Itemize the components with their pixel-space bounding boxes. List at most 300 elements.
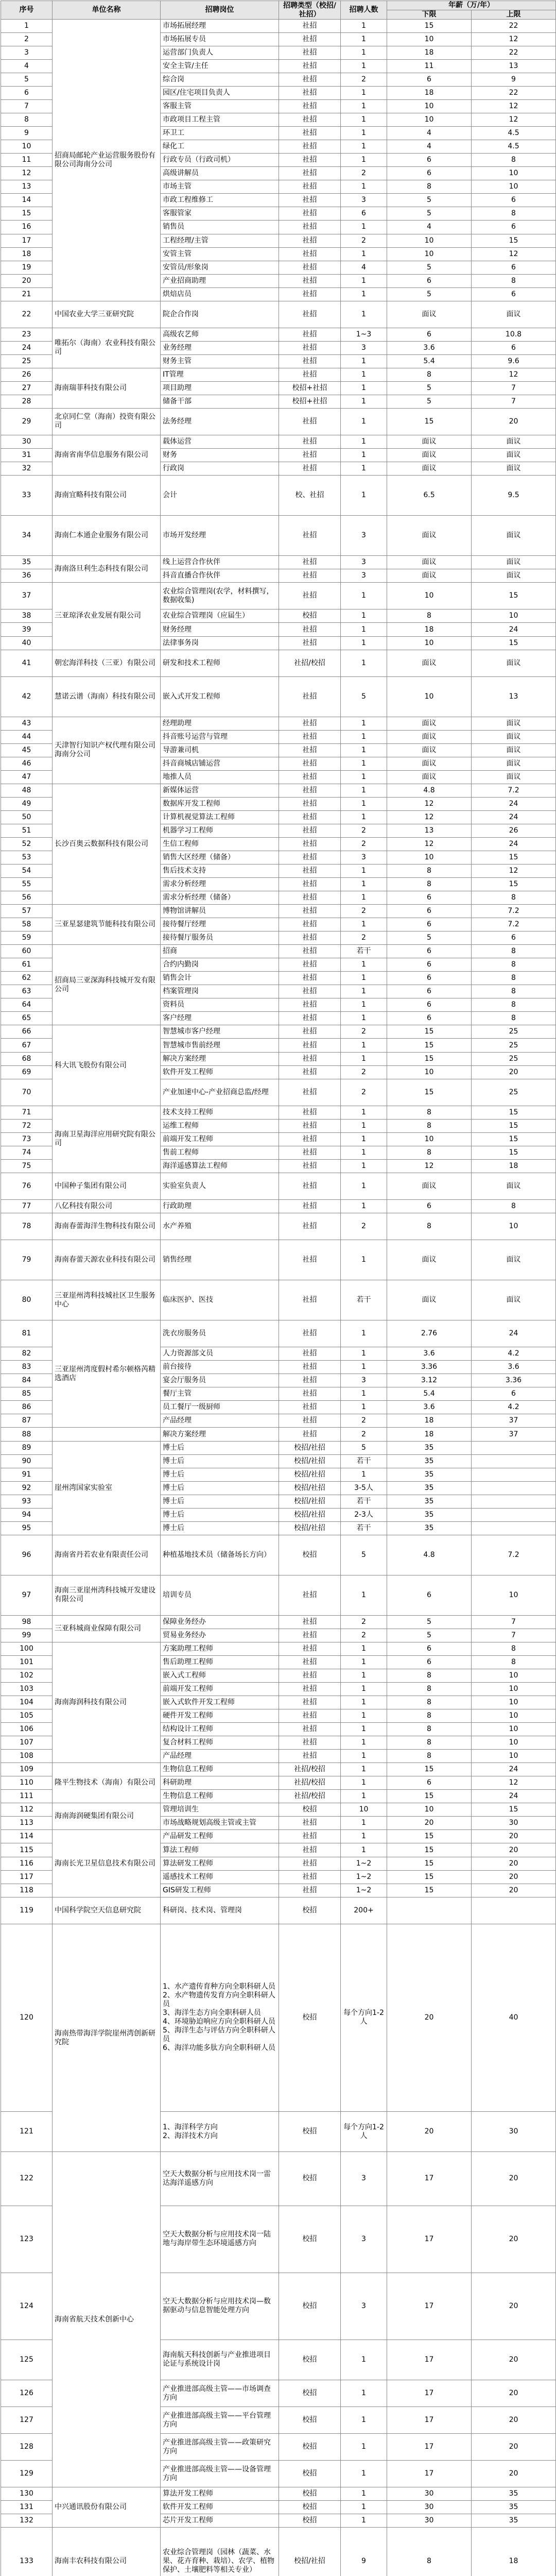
row-index: 116 <box>1 1857 53 1870</box>
position-name: 售后技术支持 <box>161 865 279 878</box>
recruit-type: 社招 <box>279 435 341 449</box>
salary-low: 20 <box>387 2112 472 2152</box>
salary-low: 30 <box>387 2487 472 2501</box>
recruit-count: 3 <box>341 516 387 556</box>
salary-high: 6 <box>472 287 556 301</box>
row-index: 71 <box>1 1106 53 1119</box>
table-row <box>1 676 556 717</box>
salary-high: 4.5 <box>472 127 556 140</box>
position-name: 会计 <box>161 476 279 516</box>
recruit-type: 校招 <box>279 1803 341 1817</box>
recruit-type: 社招 <box>279 180 341 194</box>
position-name: 方案助理工程师 <box>161 1642 279 1656</box>
salary-low: 8 <box>387 180 472 194</box>
position-name: 产业推进部高级主管——政策研究方向 <box>161 2434 279 2461</box>
salary-low: 8 <box>387 878 472 891</box>
row-index: 91 <box>1 1468 53 1481</box>
salary-high: 8 <box>472 207 556 221</box>
recruit-count: 1 <box>341 1763 387 1776</box>
recruit-count: 1 <box>341 274 387 287</box>
row-index: 24 <box>1 341 53 354</box>
salary-low: 8 <box>387 1669 472 1683</box>
position-name: 餐厅主管 <box>161 1387 279 1401</box>
salary-high: 4.2 <box>472 1401 556 1414</box>
salary-high: 20 <box>472 1884 556 1897</box>
position-name: 遥感技术工程师 <box>161 1870 279 1884</box>
salary-low: 8 <box>387 1723 472 1736</box>
recruit-count: 1 <box>341 2461 387 2487</box>
table-row <box>1 408 556 435</box>
recruit-type: 社招 <box>279 1656 341 1669</box>
salary-high: 面议 <box>472 1173 556 1199</box>
recruit-type: 社招 <box>279 1119 341 1132</box>
position-name: 结构设计工程师 <box>161 1723 279 1736</box>
salary-low: 35 <box>387 1481 472 1495</box>
salary-high: 13 <box>472 676 556 717</box>
recruit-type: 校招 <box>279 2434 341 2461</box>
company-name: 海南三亚崖州湾科技城开发建设有限公司 <box>53 1575 161 1615</box>
position-name: 载体运营 <box>161 435 279 449</box>
position-name: 软件开发工程师 <box>161 2501 279 2514</box>
recruit-type: 社招 <box>279 636 341 650</box>
salary-low: 面议 <box>387 743 472 757</box>
position-name: 博士后 <box>161 1441 279 1454</box>
recruit-type: 校招 <box>279 2380 341 2407</box>
recruit-count: 1 <box>341 462 387 476</box>
salary-high: 10 <box>472 1696 556 1709</box>
salary-low: 17 <box>387 2407 472 2434</box>
position-name: 硬件开发工程师 <box>161 1709 279 1723</box>
salary-low: 5 <box>387 395 472 408</box>
salary-low: 8 <box>387 1106 472 1119</box>
recruit-count: 1 <box>341 435 387 449</box>
recruit-count: 1 <box>341 583 387 609</box>
table-row <box>1 1575 556 1615</box>
row-index: 3 <box>1 46 53 60</box>
recruit-count: 1 <box>341 609 387 623</box>
recruit-count: 4 <box>341 261 387 274</box>
company-name: 海南省南华信息服务有限公司 <box>53 435 161 476</box>
row-index: 69 <box>1 1065 53 1079</box>
row-index: 66 <box>1 1025 53 1039</box>
recruit-count: 3 <box>341 851 387 865</box>
salary-low <box>387 1897 472 1924</box>
recruit-type: 社招 <box>279 1213 341 1240</box>
position-name: 机器学习工程师 <box>161 824 279 837</box>
salary-high: 面议 <box>472 462 556 476</box>
recruit-type: 社招 <box>279 1414 341 1428</box>
recruit-type: 社招 <box>279 1817 341 1830</box>
salary-high: 面议 <box>472 743 556 757</box>
company-name: 中国科学院空天信息研究院 <box>53 1897 161 1924</box>
table-row <box>1 476 556 516</box>
position-name: 环卫工 <box>161 127 279 140</box>
salary-high: 7 <box>472 395 556 408</box>
recruit-type: 社招 <box>279 743 341 757</box>
recruit-type: 社招 <box>279 931 341 945</box>
position-name: 算法开发工程师 <box>161 2487 279 2501</box>
salary-low: 15 <box>387 1039 472 1052</box>
salary-low: 面议 <box>387 717 472 730</box>
table-row <box>1 1106 556 1119</box>
company-name: 海南热带海洋学院崖州湾创新研究院 <box>53 1924 161 2152</box>
position-name: 院企合作岗 <box>161 301 279 328</box>
position-name: 芯片开发工程师 <box>161 2514 279 2528</box>
table-row <box>1 20 556 33</box>
row-index: 28 <box>1 395 53 408</box>
salary-low: 6 <box>387 972 472 985</box>
salary-high: 6 <box>472 1387 556 1401</box>
salary-high: 24 <box>472 1763 556 1776</box>
recruit-count: 1 <box>341 381 387 395</box>
salary-low: 5 <box>387 381 472 395</box>
recruit-count: 1 <box>341 1159 387 1173</box>
salary-low: 35 <box>387 1508 472 1521</box>
position-name: 售前工程师 <box>161 1146 279 1159</box>
salary-low: 17 <box>387 2461 472 2487</box>
recruit-count: 1 <box>341 1132 387 1146</box>
header-salary-low: 下限 <box>387 10 472 20</box>
row-index: 20 <box>1 274 53 287</box>
position-name: 生信工程师 <box>161 838 279 851</box>
row-index: 131 <box>1 2501 53 2514</box>
table-body <box>1 20 556 2576</box>
salary-high: 10 <box>472 167 556 180</box>
position-name: 嵌入式开发工程师 <box>161 676 279 717</box>
recruit-type: 社招 <box>279 60 341 73</box>
salary-high: 20 <box>472 1870 556 1884</box>
row-index: 33 <box>1 476 53 516</box>
position-name: 工程经理/主管 <box>161 234 279 247</box>
position-name: 市场主管 <box>161 180 279 194</box>
recruit-type: 社招 <box>279 1052 341 1065</box>
recruit-count: 2 <box>341 1025 387 1039</box>
salary-low: 8 <box>387 2528 472 2576</box>
salary-low: 10 <box>387 1803 472 1817</box>
company-name: 中兴通讯股份有限公司 <box>53 2487 161 2528</box>
row-index: 53 <box>1 851 53 865</box>
recruit-type: 校招/社招 <box>279 2528 341 2576</box>
recruit-count: 2 <box>341 167 387 180</box>
salary-high: 8 <box>472 1012 556 1025</box>
salary-high: 30 <box>472 1817 556 1830</box>
salary-low: 6 <box>387 945 472 958</box>
recruit-count: 1~2 <box>341 1884 387 1897</box>
salary-low: 20 <box>387 1924 472 2112</box>
position-name: 行政助理 <box>161 1199 279 1213</box>
recruit-count: 1 <box>341 757 387 770</box>
salary-low: 5.4 <box>387 1387 472 1401</box>
position-name: 算法工程师 <box>161 1843 279 1857</box>
table-row <box>1 328 556 341</box>
salary-high: 20 <box>472 1065 556 1079</box>
recruit-count: 1 <box>341 1387 387 1401</box>
position-name: 销售员 <box>161 221 279 234</box>
company-name: 海南海润硬集团有限公司 <box>53 1803 161 1830</box>
recruit-type: 社招 <box>279 1884 341 1897</box>
position-name: 产业招商助理 <box>161 274 279 287</box>
position-name: 市政工程维修工 <box>161 194 279 207</box>
row-index: 48 <box>1 784 53 797</box>
recruit-type: 社招 <box>279 1065 341 1079</box>
row-index: 25 <box>1 354 53 368</box>
position-name: 博士后 <box>161 1521 279 1535</box>
row-index: 129 <box>1 2461 53 2487</box>
salary-high: 30 <box>472 2112 556 2152</box>
row-index: 119 <box>1 1897 53 1924</box>
row-index: 106 <box>1 1723 53 1736</box>
recruit-count: 若干 <box>341 1495 387 1508</box>
recruit-type: 社招 <box>279 1173 341 1199</box>
recruit-count: 3 <box>341 2206 387 2273</box>
salary-low: 20 <box>387 1817 472 1830</box>
recruit-type: 校招/社招 <box>279 1441 341 1454</box>
recruit-count: 若干 <box>341 945 387 958</box>
recruit-type: 社招 <box>279 1615 341 1629</box>
recruit-count: 1 <box>341 998 387 1012</box>
row-index: 5 <box>1 73 53 87</box>
recruit-count: 1 <box>341 395 387 408</box>
row-index: 111 <box>1 1790 53 1803</box>
salary-low: 10 <box>387 113 472 127</box>
recruit-count: 3-5人 <box>341 1481 387 1495</box>
recruit-type: 社招 <box>279 462 341 476</box>
salary-high: 20 <box>472 2461 556 2487</box>
salary-high: 15 <box>472 878 556 891</box>
recruit-count: 1 <box>341 1012 387 1025</box>
recruit-type: 社招 <box>279 301 341 328</box>
salary-low: 17 <box>387 2340 472 2380</box>
salary-low: 4 <box>387 221 472 234</box>
position-name: 产业推进部高级主管——市场调查方向 <box>161 2380 279 2407</box>
recruit-type: 校招 <box>279 2206 341 2273</box>
salary-low: 6 <box>387 998 472 1012</box>
row-index: 46 <box>1 757 53 770</box>
salary-high: 8 <box>472 1656 556 1669</box>
salary-low: 面议 <box>387 435 472 449</box>
salary-low: 6 <box>387 985 472 998</box>
table-row <box>1 1535 556 1575</box>
recruit-type: 社招 <box>279 865 341 878</box>
position-name: 软件开发工程师 <box>161 1065 279 1079</box>
recruit-count: 1 <box>341 20 387 33</box>
recruit-type: 校招/社招 <box>279 1521 341 1535</box>
recruit-count: 1 <box>341 2340 387 2380</box>
recruit-type: 社招 <box>279 287 341 301</box>
salary-low: 35 <box>387 1495 472 1508</box>
salary-high: 7.2 <box>472 905 556 918</box>
row-index: 78 <box>1 1213 53 1240</box>
salary-low: 面议 <box>387 556 472 569</box>
recruit-type: 社招 <box>279 1870 341 1884</box>
row-index: 99 <box>1 1629 53 1642</box>
recruit-type: 社招 <box>279 569 341 583</box>
position-name: 贸易业务经办 <box>161 1629 279 1642</box>
recruit-type: 社招 <box>279 449 341 462</box>
recruit-type: 社招 <box>279 221 341 234</box>
position-name: 海南航天科技创新与产业推进项目论证与系统设计岗 <box>161 2340 279 2380</box>
company-name: 三亚星瑟建筑节能科技有限公司 <box>53 905 161 945</box>
company-name: 海南卫星海洋应用研究院有限公司 <box>53 1106 161 1173</box>
salary-high: 面议 <box>472 449 556 462</box>
salary-low: 6 <box>387 905 472 918</box>
recruit-type: 社招 <box>279 274 341 287</box>
position-name: 抖音商城店铺运营 <box>161 757 279 770</box>
recruit-type: 校招 <box>279 2514 341 2528</box>
position-name: 销售大区经理（储备） <box>161 851 279 865</box>
salary-low: 15 <box>387 1025 472 1039</box>
recruit-type: 校招/社招 <box>279 1468 341 1481</box>
salary-high: 25 <box>472 1025 556 1039</box>
salary-low: 面议 <box>387 569 472 583</box>
row-index: 52 <box>1 838 53 851</box>
salary-low: 35 <box>387 1468 472 1481</box>
recruit-type: 社招 <box>279 1132 341 1146</box>
salary-high: 10 <box>472 180 556 194</box>
position-name: 客服管家 <box>161 207 279 221</box>
position-name: 市场战略规划高级主管或主管 <box>161 1817 279 1830</box>
position-name: 市场拓展专员 <box>161 33 279 46</box>
recruit-count: 1 <box>341 1320 387 1347</box>
row-index: 9 <box>1 127 53 140</box>
row-index: 70 <box>1 1079 53 1106</box>
salary-high: 8 <box>472 891 556 905</box>
row-index: 81 <box>1 1320 53 1347</box>
table-row <box>1 516 556 556</box>
row-index: 109 <box>1 1763 53 1776</box>
salary-high: 40 <box>472 1924 556 2112</box>
salary-low: 6 <box>387 891 472 905</box>
row-index: 37 <box>1 583 53 609</box>
recruit-type: 校招 <box>279 2461 341 2487</box>
row-index: 65 <box>1 1012 53 1025</box>
row-index: 85 <box>1 1387 53 1401</box>
recruit-type: 社招 <box>279 1361 341 1374</box>
row-index: 58 <box>1 918 53 931</box>
recruit-type: 社招 <box>279 730 341 743</box>
row-index: 121 <box>1 2112 53 2152</box>
position-name: 博士后 <box>161 1495 279 1508</box>
salary-high: 12 <box>472 1776 556 1790</box>
position-name: 需求分析经理 <box>161 878 279 891</box>
row-index: 63 <box>1 985 53 998</box>
salary-low: 面议 <box>387 516 472 556</box>
recruit-type: 社招 <box>279 33 341 46</box>
salary-low: 17 <box>387 2206 472 2273</box>
salary-high: 8 <box>472 958 556 972</box>
salary-high: 15 <box>472 1119 556 1132</box>
recruit-type: 校招 <box>279 1897 341 1924</box>
salary-low: 4 <box>387 127 472 140</box>
salary-low: 5 <box>387 207 472 221</box>
salary-low: 15 <box>387 20 472 33</box>
row-index: 11 <box>1 154 53 167</box>
salary-high: 26 <box>472 824 556 837</box>
recruit-type: 社招 <box>279 945 341 958</box>
recruit-count: 1 <box>341 1790 387 1803</box>
position-name: 产品经理 <box>161 1750 279 1763</box>
recruit-count: 5 <box>341 676 387 717</box>
salary-high: 8 <box>472 998 556 1012</box>
salary-high: 6 <box>472 221 556 234</box>
salary-high: 7 <box>472 381 556 395</box>
recruit-type: 社招 <box>279 127 341 140</box>
salary-low: 17 <box>387 2273 472 2340</box>
salary-low: 6 <box>387 1575 472 1615</box>
row-index: 57 <box>1 905 53 918</box>
recruit-count: 若干 <box>341 1521 387 1535</box>
salary-high: 面议 <box>472 516 556 556</box>
position-name: 综合岗 <box>161 73 279 87</box>
recruit-count: 1 <box>341 1119 387 1132</box>
position-name: 行政专员（行政司机） <box>161 154 279 167</box>
row-index: 2 <box>1 33 53 46</box>
position-name: 空天大数据分析与应用技术岗一雷达海洋遥感方向 <box>161 2152 279 2206</box>
position-name: 客户经理 <box>161 1012 279 1025</box>
recruit-count: 1 <box>341 1642 387 1656</box>
recruit-count: 1 <box>341 1052 387 1065</box>
recruit-count: 1 <box>341 1723 387 1736</box>
recruit-count: 1 <box>341 449 387 462</box>
recruit-type: 校、社招 <box>279 476 341 516</box>
row-index: 84 <box>1 1374 53 1387</box>
salary-low: 面议 <box>387 1280 472 1320</box>
recruit-count: 1 <box>341 287 387 301</box>
company-name: 三亚崖州湾度假村希尔顿格芮精选酒店 <box>53 1320 161 1428</box>
recruit-type: 社招 <box>279 87 341 100</box>
recruit-type: 社招 <box>279 1039 341 1052</box>
row-index: 88 <box>1 1428 53 1441</box>
recruit-type: 社招 <box>279 958 341 972</box>
salary-low: 2.76 <box>387 1320 472 1347</box>
recruit-type: 社招 <box>279 972 341 985</box>
recruit-type: 社招 <box>279 516 341 556</box>
row-index: 113 <box>1 1817 53 1830</box>
salary-high: 13 <box>472 60 556 73</box>
recruit-type: 社招 <box>279 1709 341 1723</box>
recruit-type: 社招 <box>279 1320 341 1347</box>
salary-high: 8 <box>472 1199 556 1213</box>
recruit-count: 1 <box>341 1817 387 1830</box>
recruit-count: 1 <box>341 650 387 676</box>
recruit-type: 校招 <box>279 1535 341 1575</box>
salary-low: 6 <box>387 1776 472 1790</box>
row-index: 100 <box>1 1642 53 1656</box>
position-name: 行政岗 <box>161 462 279 476</box>
salary-low: 8 <box>387 1709 472 1723</box>
position-name: 洗衣房服务员 <box>161 1320 279 1347</box>
company-name: 中国农业大学三亚研究院 <box>53 301 161 328</box>
header-count: 招聘人数 <box>341 1 387 20</box>
salary-low: 6 <box>387 167 472 180</box>
row-index: 59 <box>1 931 53 945</box>
salary-high: 24 <box>472 1320 556 1347</box>
position-name: 抖音账号运营与管理 <box>161 730 279 743</box>
salary-low: 6.5 <box>387 476 472 516</box>
recruit-type: 社招 <box>279 905 341 918</box>
recruit-type: 社招 <box>279 368 341 381</box>
salary-high: 12 <box>472 113 556 127</box>
salary-low: 35 <box>387 1454 472 1468</box>
position-name: 博士后 <box>161 1481 279 1495</box>
company-name: 海南长光卫星信息技术有限公司 <box>53 1830 161 1897</box>
position-name: 解决方案经理 <box>161 1428 279 1441</box>
recruit-count: 2 <box>341 1414 387 1428</box>
salary-high: 24 <box>472 623 556 636</box>
row-index: 127 <box>1 2407 53 2434</box>
recruit-count: 2 <box>341 73 387 87</box>
salary-low: 15 <box>387 1843 472 1857</box>
